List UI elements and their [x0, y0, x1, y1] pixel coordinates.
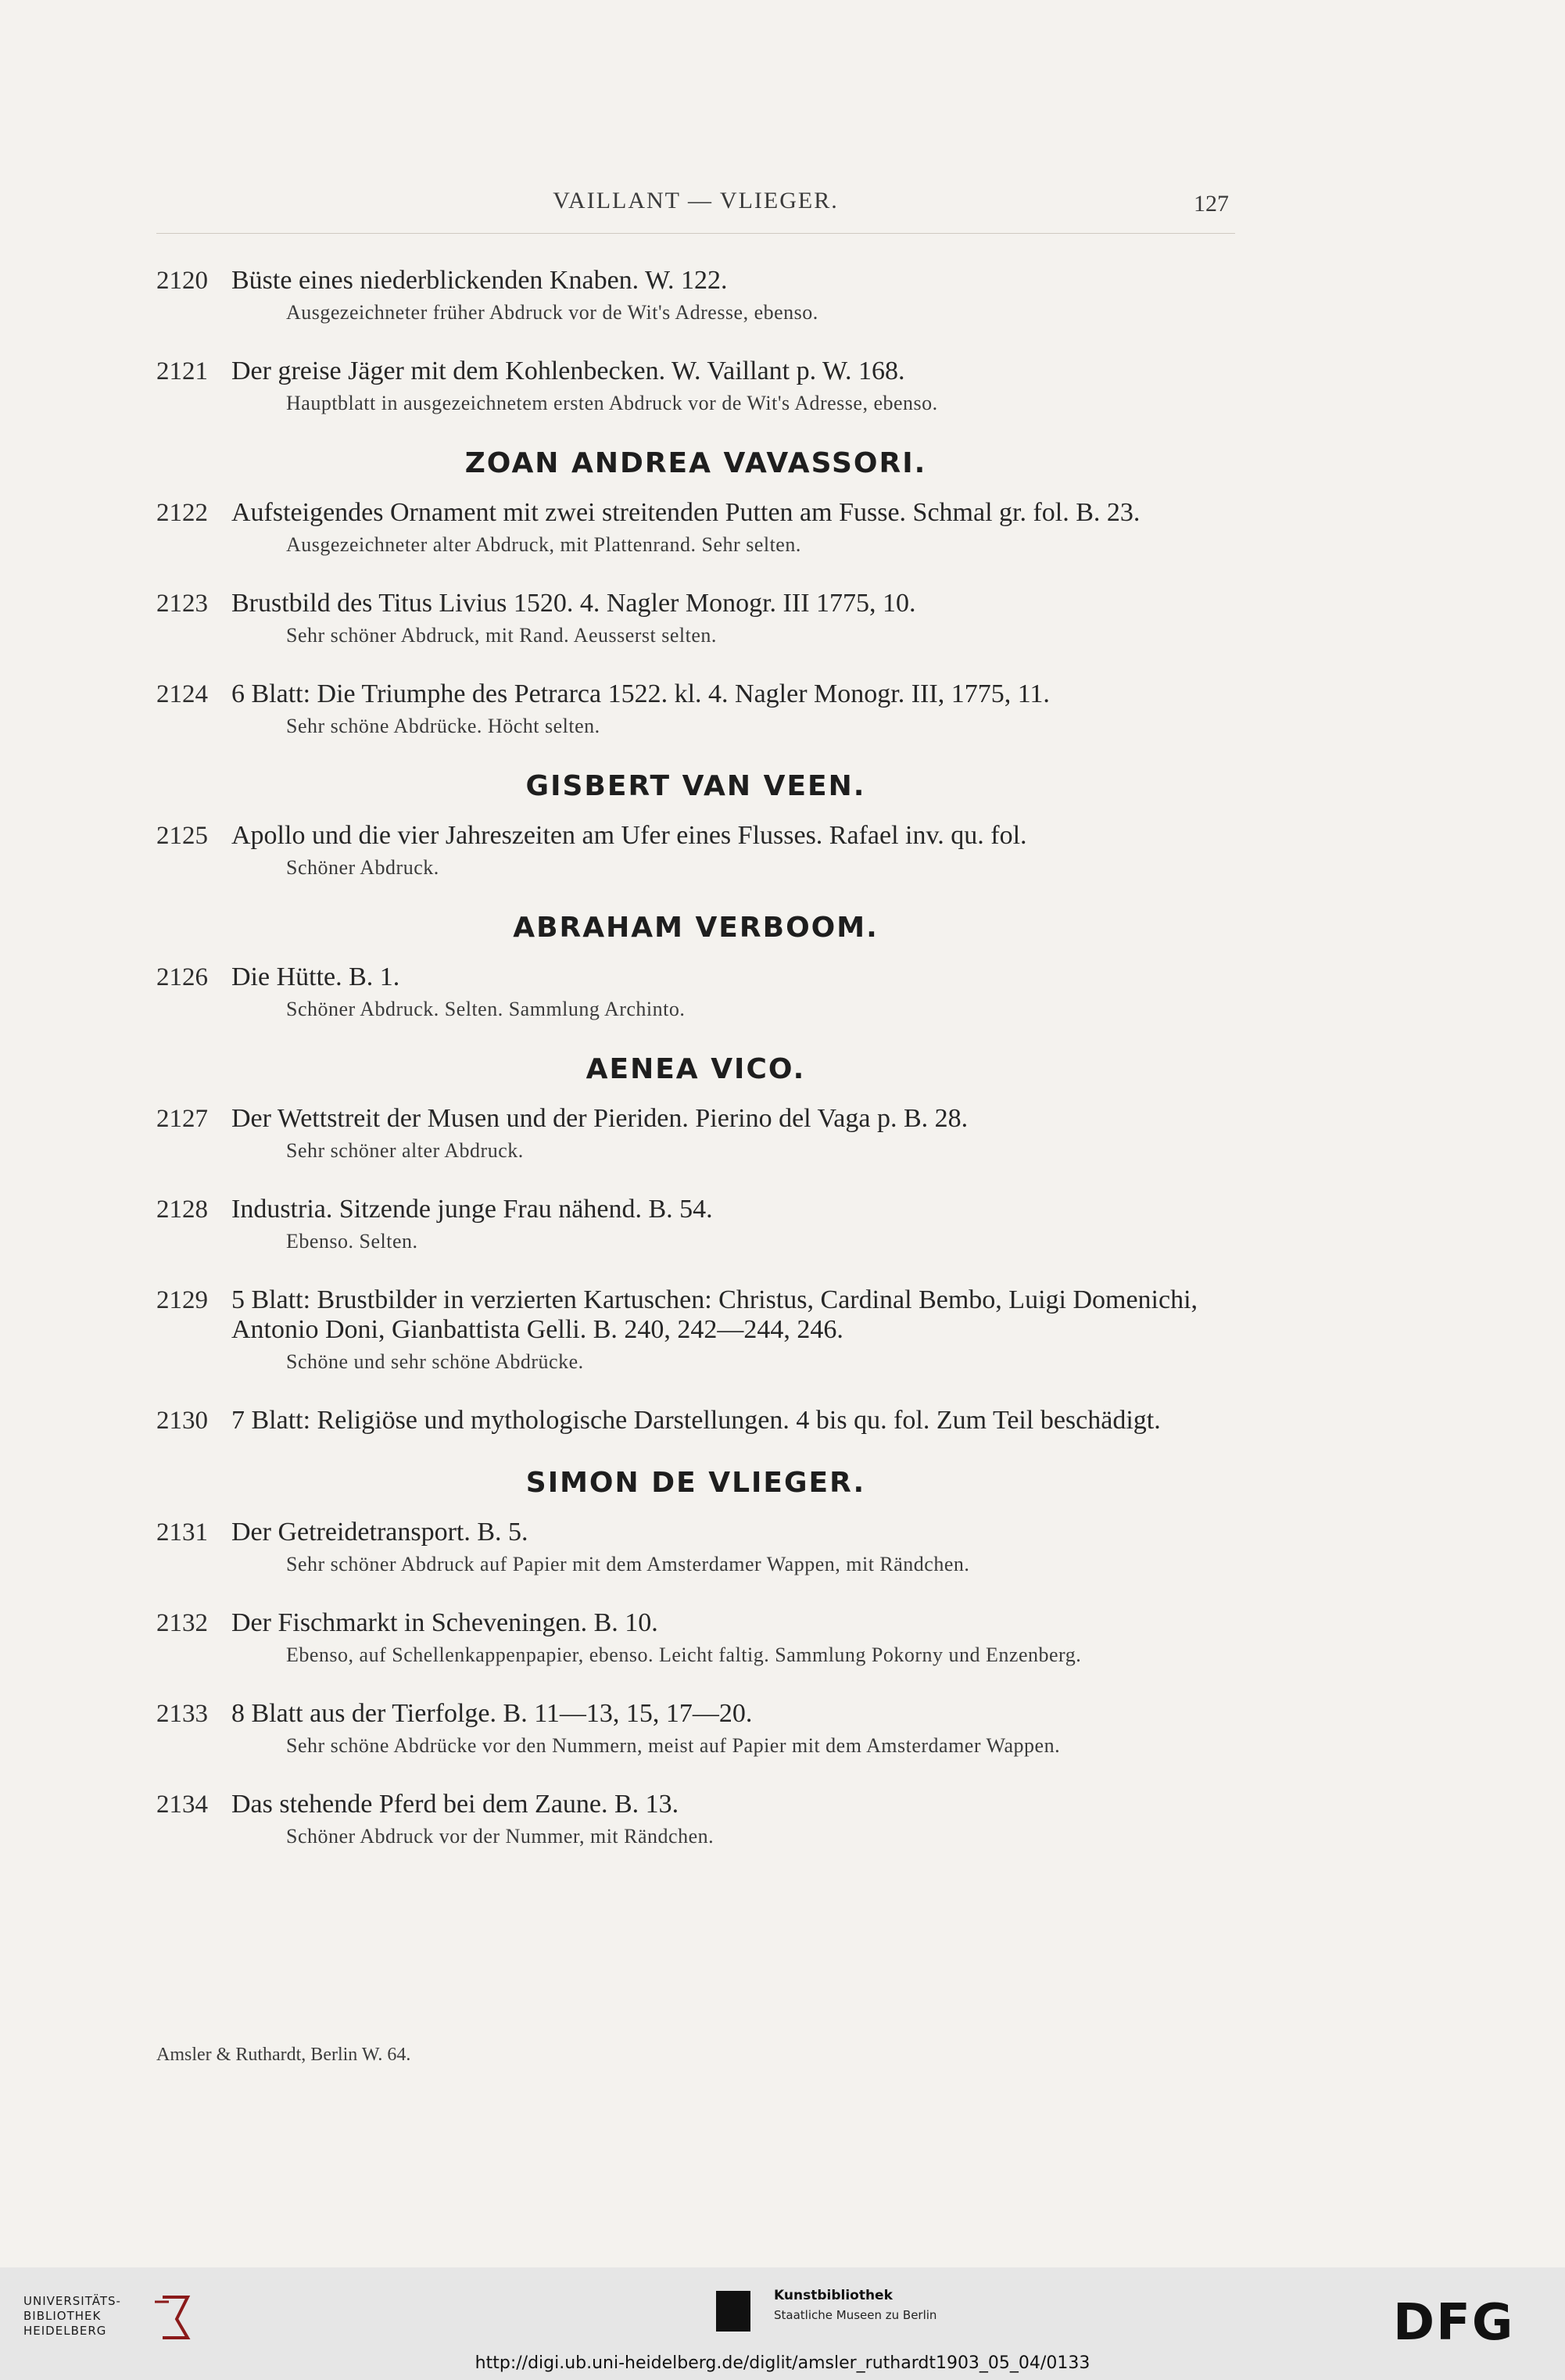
- entry-note: Schöne und sehr schöne Abdrücke.: [286, 1350, 584, 1373]
- entry-number: 2126: [156, 963, 208, 991]
- catalogue-entry: [156, 357, 1235, 416]
- entry-note: Schöner Abdruck. Selten. Sammlung Archinto.: [286, 998, 686, 1020]
- section-heading: GISBERT VAN VEEN.: [525, 770, 866, 802]
- entry-title: Die Hütte. B. 1.: [231, 962, 400, 991]
- entry-number: 2120: [156, 267, 208, 295]
- entry-note: Sehr schöner Abdruck, mit Rand. Aeusserst selten.: [286, 624, 717, 647]
- entry-note: Ausgezeichneter früher Abdruck vor de Wit's Adresse, ebenso.: [286, 301, 818, 324]
- entry-note: Schöner Abdruck.: [286, 856, 439, 879]
- entry-line: [156, 498, 1235, 528]
- permalink-url[interactable]: http://digi.ub.uni-heidelberg.de/diglit/amsler_ruthardt1903_05_04/0133: [475, 2353, 1090, 2373]
- running-title: VAILLANT — VLIEGER.: [553, 188, 839, 213]
- entry-line: [156, 266, 1235, 296]
- catalogue-entry: [156, 266, 1235, 325]
- catalogue-entry: [156, 1104, 1235, 1163]
- entry-note: Sehr schöner Abdruck auf Papier mit dem Amsterdamer Wappen, mit Rändchen.: [286, 1553, 970, 1575]
- entry-line: [156, 821, 1235, 851]
- catalogue-entry: [156, 1285, 1235, 1375]
- entry-note: Sehr schöne Abdrücke vor den Nummern, meist auf Papier mit dem Amsterdamer Wappen.: [286, 1734, 1061, 1757]
- entry-note: Sehr schöne Abdrücke. Höcht selten.: [286, 715, 600, 737]
- catalogue-entry: [156, 589, 1235, 648]
- entry-number: 2132: [156, 1609, 208, 1637]
- entry-line: [156, 1608, 1235, 1638]
- catalogue-entry: [156, 1699, 1235, 1758]
- catalogue-entry: [156, 1406, 1235, 1436]
- university-library-label[interactable]: UNIVERSITÄTS- BIBLIOTHEK HEIDELBERG: [23, 2294, 121, 2338]
- entry-title: Büste eines niederblickenden Knaben. W. 122.: [231, 266, 728, 295]
- entry-note: Ebenso. Selten.: [286, 1230, 418, 1253]
- printer-imprint: Amsler & Ruthardt, Berlin W. 64.: [156, 2045, 411, 2065]
- entry-line: [156, 589, 1235, 618]
- section-heading: ABRAHAM VERBOOM.: [513, 912, 879, 944]
- section-heading: AENEA VICO.: [586, 1053, 806, 1085]
- kunstbibliothek-subtitle: Staatliche Museen zu Berlin: [774, 2308, 937, 2322]
- entry-title: 7 Blatt: Religiöse und mythologische Darstellungen. 4 bis qu. fol. Zum Teil beschädigt.: [231, 1406, 1161, 1435]
- entry-title: Der Fischmarkt in Scheveningen. B. 10.: [231, 1608, 658, 1637]
- entry-title: Apollo und die vier Jahreszeiten am Ufer eines Flusses. Rafael inv. qu. fol.: [231, 821, 1027, 850]
- entry-line: [156, 1699, 1235, 1729]
- dfg-logo[interactable]: DFG: [1393, 2294, 1515, 2352]
- entry-number: 2124: [156, 680, 208, 708]
- kunstbibliothek-logo-icon[interactable]: [716, 2291, 750, 2332]
- entry-number: 2133: [156, 1700, 208, 1728]
- entry-note: Ebenso, auf Schellenkappenpapier, ebenso. Leicht faltig. Sammlung Pokorny und Enzenberg.: [286, 1643, 1082, 1666]
- entry-note: Hauptblatt in ausgezeichnetem ersten Abdruck vor de Wit's Adresse, ebenso.: [286, 392, 938, 414]
- entry-line: [156, 1406, 1235, 1436]
- entry-title: Brustbild des Titus Livius 1520. 4. Nagler Monogr. III 1775, 10.: [231, 589, 916, 618]
- catalogue-entry: [156, 498, 1235, 557]
- page-number: 127: [1194, 191, 1229, 217]
- section-heading: SIMON DE VLIEGER.: [525, 1467, 866, 1499]
- entry-number: 2123: [156, 590, 208, 618]
- catalogue-entry: [156, 1790, 1235, 1849]
- entry-line: [156, 1104, 1235, 1134]
- entry-note: Sehr schöner alter Abdruck.: [286, 1139, 524, 1162]
- entry-line: [156, 1285, 1235, 1345]
- entry-number: 2122: [156, 499, 208, 527]
- entry-title: 8 Blatt aus der Tierfolge. B. 11—13, 15, 17—20.: [231, 1699, 753, 1728]
- entry-title: Der Wettstreit der Musen und der Pieriden. Pierino del Vaga p. B. 28.: [231, 1104, 969, 1133]
- entry-number: 2134: [156, 1790, 208, 1819]
- running-head: [156, 186, 1235, 234]
- entry-note: Schöner Abdruck vor der Nummer, mit Rändchen.: [286, 1825, 714, 1848]
- catalogue-entry: [156, 1518, 1235, 1577]
- catalogue-entry: [156, 821, 1235, 880]
- catalogue-entry: [156, 962, 1235, 1022]
- catalogue-content: [156, 266, 1235, 1880]
- entry-number: 2130: [156, 1407, 208, 1435]
- entry-line: [156, 1518, 1235, 1547]
- entry-number: 2129: [156, 1286, 208, 1314]
- catalogue-entry: [156, 1195, 1235, 1254]
- catalogue-entry: [156, 1608, 1235, 1668]
- entry-line: [156, 357, 1235, 386]
- entry-title: 5 Blatt: Brustbilder in verzierten Kartuschen: Christus, Cardinal Bembo, Luigi Domenichi, Antonio Doni, Gianbattista Gelli. B. 240, 242—244, 246.: [231, 1285, 1198, 1344]
- entry-number: 2131: [156, 1518, 208, 1547]
- kunstbibliothek-name[interactable]: Kunstbibliothek: [774, 2288, 893, 2303]
- entry-title: 6 Blatt: Die Triumphe des Petrarca 1522. kl. 4. Nagler Monogr. III, 1775, 11.: [231, 679, 1050, 708]
- entry-number: 2127: [156, 1105, 208, 1133]
- entry-line: [156, 962, 1235, 992]
- entry-number: 2125: [156, 822, 208, 850]
- entry-line: [156, 1195, 1235, 1224]
- catalogue-entry: [156, 679, 1235, 739]
- entry-title: Industria. Sitzende junge Frau nähend. B. 54.: [231, 1195, 713, 1224]
- entry-title: Der Getreidetransport. B. 5.: [231, 1518, 528, 1547]
- entry-number: 2121: [156, 357, 208, 385]
- entry-number: 2128: [156, 1195, 208, 1224]
- entry-line: [156, 679, 1235, 709]
- entry-note: Ausgezeichneter alter Abdruck, mit Plattenrand. Sehr selten.: [286, 533, 801, 556]
- entry-title: Das stehende Pferd bei dem Zaune. B. 13.: [231, 1790, 679, 1819]
- section-heading: ZOAN ANDREA VAVASSORI.: [464, 447, 927, 479]
- entry-title: Aufsteigendes Ornament mit zwei streitenden Putten am Fusse. Schmal gr. fol. B. 23.: [231, 498, 1141, 527]
- entry-line: [156, 1790, 1235, 1819]
- entry-title: Der greise Jäger mit dem Kohlenbecken. W. Vaillant p. W. 168.: [231, 357, 905, 385]
